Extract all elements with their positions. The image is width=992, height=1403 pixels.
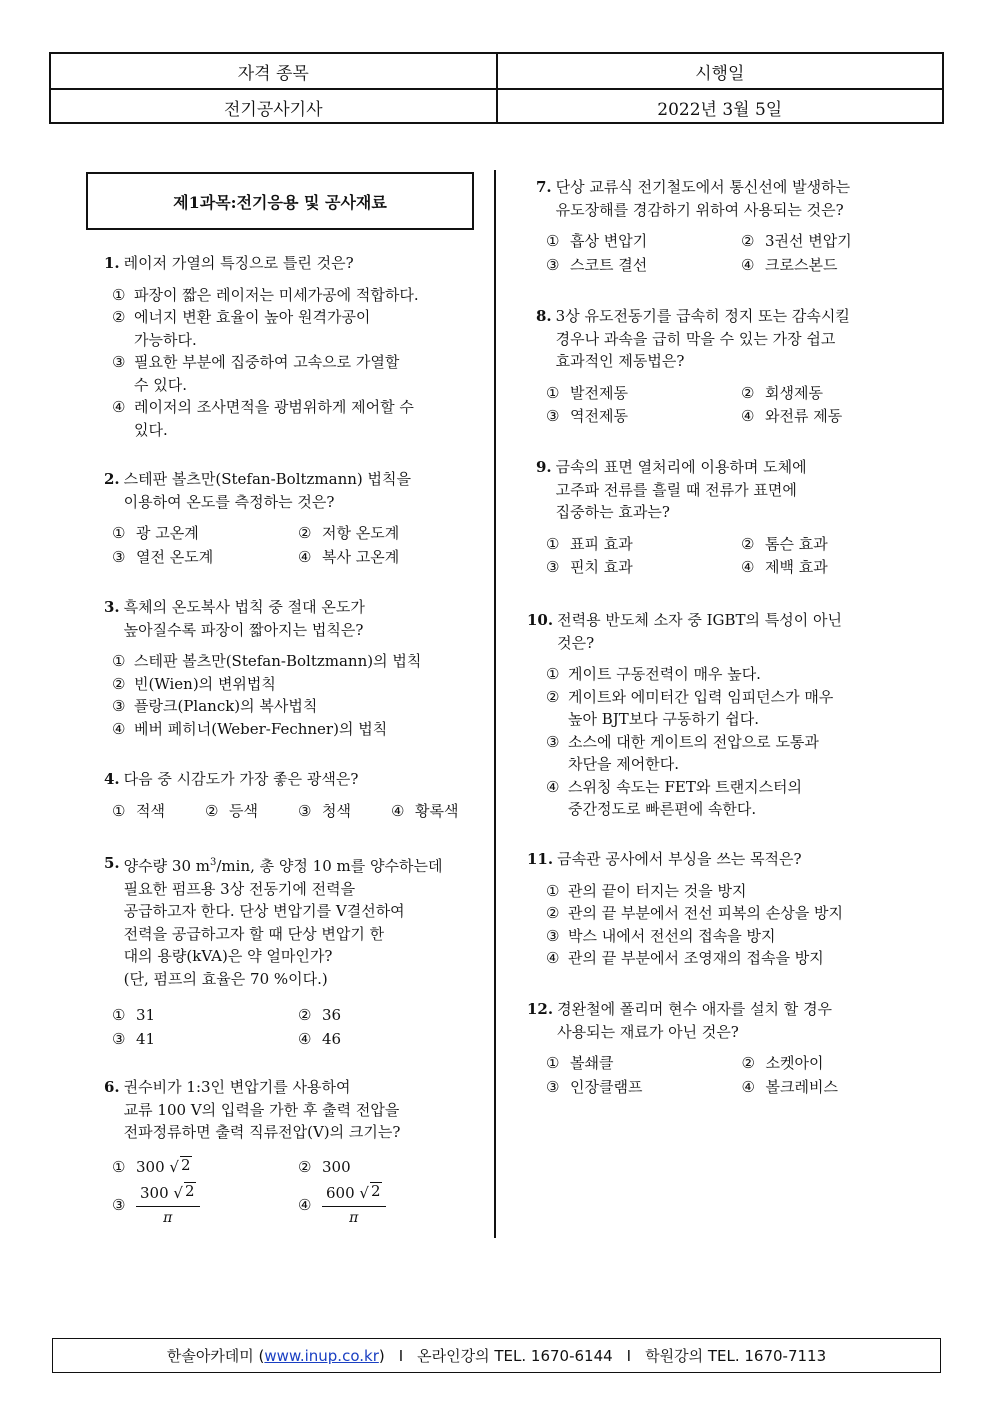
fraction-denominator: π	[163, 1209, 173, 1226]
option-3[interactable]	[546, 925, 937, 948]
question-stem: 스테판 볼츠만(Stefan-Boltzmann) 법칙을 이용하여 온도를 측정하는 것은?	[123, 470, 411, 511]
footer-offline-phone: 학원강의 TEL. 1670-7113	[645, 1347, 827, 1365]
subject-title-box: 제1과목:전기응용 및 공사재료	[86, 172, 474, 230]
option-1[interactable]	[546, 230, 741, 253]
option-mark: ③	[546, 1077, 560, 1096]
column-divider	[494, 170, 496, 1238]
header-date-label: 시행일	[496, 54, 943, 88]
option-1[interactable]	[112, 522, 298, 545]
question-7	[536, 176, 936, 276]
option-4[interactable]	[741, 254, 936, 277]
option-3[interactable]	[546, 254, 741, 277]
option-mark: ②	[205, 801, 219, 820]
option-coef: 300	[136, 1157, 165, 1176]
footer-academy: 한솔아카데미 (	[166, 1347, 265, 1365]
option-2[interactable]	[112, 673, 484, 696]
option-text: 31	[136, 1006, 156, 1024]
footer-bar	[52, 1338, 941, 1373]
option-2[interactable]	[205, 800, 298, 823]
option-text: 역전제동	[570, 407, 628, 425]
option-mark: ③	[112, 1029, 126, 1048]
option-2[interactable]	[298, 522, 484, 545]
option-mark: ②	[741, 232, 755, 250]
option-2[interactable]	[741, 230, 936, 253]
option-mark: ①	[546, 665, 560, 683]
option-text: 청색	[322, 801, 351, 820]
question-10	[527, 609, 937, 821]
question-stem: 레이저 가열의 특징으로 틀린 것은?	[123, 254, 354, 272]
question-12	[527, 998, 937, 1098]
option-text: 황록색	[415, 801, 459, 820]
option-text: 크로스본드	[765, 255, 838, 274]
option-mark: ③	[546, 407, 560, 425]
option-mark: ②	[546, 904, 560, 922]
option-1[interactable]	[112, 284, 484, 307]
option-mark: ③	[112, 353, 126, 371]
question-number: 3.	[104, 598, 120, 616]
option-mark: ②	[741, 534, 755, 553]
option-mark: ①	[546, 881, 560, 900]
question-number: 1.	[104, 254, 120, 272]
option-3[interactable]	[112, 351, 484, 396]
option-4[interactable]	[742, 1076, 938, 1099]
option-text: 300	[322, 1157, 351, 1176]
option-mark: ④	[741, 1077, 755, 1096]
footer-separator: I	[398, 1346, 404, 1365]
question-number: 2.	[104, 470, 120, 488]
question-stem: 단상 교류식 전기철도에서 통신선에 발생하는 유도장해를 경감하기 위하여 사용되는 것은?	[555, 178, 851, 219]
option-mark: ②	[741, 1054, 755, 1072]
question-stem	[124, 852, 443, 990]
option-3[interactable]	[112, 546, 298, 569]
option-mark: ②	[298, 524, 312, 542]
question-stem: 금속관 공사에서 부싱을 쓰는 목적은?	[557, 850, 802, 868]
question-number: 12.	[527, 1000, 554, 1018]
option-mark: ④	[298, 1029, 312, 1048]
option-3[interactable]	[112, 1182, 298, 1229]
question-3	[104, 596, 484, 740]
option-text: 발전제동	[570, 383, 628, 402]
option-2[interactable]	[112, 306, 484, 351]
option-mark: ④	[741, 558, 755, 576]
option-mark: ①	[112, 1006, 126, 1024]
option-4[interactable]	[741, 556, 936, 579]
option-mark: ②	[298, 1157, 312, 1176]
question-6	[104, 1076, 484, 1229]
option-2[interactable]	[298, 1156, 484, 1179]
option-text: 게이트 구동전력이 매우 높다.	[568, 665, 761, 683]
option-1[interactable]	[546, 880, 937, 903]
option-text: 인장클램프	[570, 1077, 643, 1096]
option-mark: ④	[298, 547, 312, 566]
option-mark: ①	[546, 232, 560, 250]
option-mark: ③	[112, 1196, 126, 1215]
option-text: 필요한 부분에 집중하여 고속으로 가열할 수 있다.	[134, 353, 400, 394]
option-math: 300 √ 2	[136, 1156, 192, 1179]
option-text: 관의 끝이 터지는 것을 방지	[568, 881, 747, 900]
option-text: 관의 끝 부분에서 전선 피복의 손상을 방지	[568, 904, 843, 922]
footer-website-link[interactable]: www.inup.co.kr	[264, 1346, 379, 1365]
option-mark: ④	[391, 801, 405, 820]
option-4[interactable]	[546, 776, 937, 821]
option-text: 3권선 변압기	[765, 232, 852, 250]
option-text: 회생제동	[765, 383, 823, 402]
option-mark: ①	[112, 285, 126, 304]
option-2[interactable]	[741, 533, 936, 556]
question-8	[536, 305, 936, 428]
question-number: 8.	[536, 307, 552, 325]
header-row-titles	[51, 54, 942, 88]
option-radicand: 2	[370, 1182, 381, 1200]
question-number: 10.	[527, 611, 554, 629]
option-4[interactable]	[741, 405, 936, 428]
option-coef: 600	[326, 1184, 355, 1202]
option-mark: ④	[546, 949, 560, 967]
option-3[interactable]	[112, 695, 484, 718]
option-4[interactable]	[112, 718, 484, 741]
question-stem: 권수비가 1:3인 변압기를 사용하여 교류 100 V의 입력을 가한 후 출력 전압을 전파정류하면 출력 직류전압(V)의 크기는?	[123, 1078, 401, 1141]
question-number: 4.	[104, 770, 120, 788]
option-text: 베버 페히너(Weber-Fechner)의 법칙	[134, 719, 388, 738]
option-3[interactable]	[546, 405, 741, 428]
stem-superscript: 3	[210, 857, 217, 868]
footer-separator: I	[626, 1346, 632, 1365]
question-9	[536, 456, 936, 579]
option-mark: ④	[741, 255, 755, 274]
option-text: 에너지 변환 효율이 높아 원격가공이 가능하다.	[134, 308, 371, 349]
question-11	[527, 848, 937, 970]
option-mark: ③	[546, 558, 560, 576]
question-number: 5.	[104, 854, 120, 872]
option-2[interactable]	[546, 902, 937, 925]
option-mark: ③	[546, 926, 560, 945]
option-text: 플랑크(Planck)의 복사법칙	[134, 697, 318, 715]
question-stem: 경완철에 폴리머 현수 애자를 설치 할 경우 사용되는 재료가 아닌 것은?	[557, 1000, 833, 1041]
option-1[interactable]	[546, 533, 741, 556]
option-4[interactable]	[298, 546, 484, 569]
option-mark: ②	[546, 687, 560, 706]
option-fraction	[136, 1182, 200, 1229]
question-1	[104, 252, 484, 441]
option-1[interactable]	[112, 1156, 298, 1179]
option-text: 박스 내에서 전선의 접속을 방지	[568, 926, 776, 945]
option-mark: ③	[298, 801, 312, 820]
fraction-numerator: 600 √ 2	[322, 1182, 386, 1207]
header-row-values	[51, 88, 942, 124]
stem-part: /min, 총 양정 10 m를 양수하는데 필요한 펌프용 3상 전동기에 전력을 공급하고자 한다. 단상 변압기를 V결선하여 전력을 공급하고자 할 때 단상 변압기 한 대의 용량(kVA)은 약 얼마인가? (단, 펌프의 효율은 70 %이다.)	[123, 857, 443, 988]
option-text: 빈(Wien)의 변위법칙	[134, 674, 276, 693]
option-text: 표피 효과	[570, 534, 633, 553]
option-text: 저항 온도계	[322, 524, 400, 542]
option-radicand: 2	[180, 1155, 191, 1174]
fraction-denominator: π	[349, 1209, 359, 1226]
option-text: 36	[322, 1006, 342, 1024]
option-mark: ①	[112, 652, 126, 670]
option-mark: ③	[112, 697, 126, 715]
question-stem: 금속의 표면 열처리에 이용하며 도체에 고주파 전류를 흘릴 때 전류가 표면에 집중하는 효과는?	[555, 458, 807, 521]
question-stem: 전력용 반도체 소자 중 IGBT의 특성이 아닌 것은?	[557, 611, 843, 652]
option-1[interactable]	[546, 382, 741, 405]
option-1[interactable]	[112, 800, 205, 823]
question-stem: 다음 중 시감도가 가장 좋은 광색은?	[123, 770, 359, 788]
question-4	[104, 768, 484, 822]
option-1[interactable]	[112, 650, 484, 673]
option-text: 게이트와 에미터간 입력 임피던스가 매우 높아 BJT보다 구동하기 쉽다.	[568, 687, 834, 728]
option-mark: ④	[112, 719, 126, 738]
option-text: 톰슨 효과	[765, 534, 828, 553]
option-mark: ④	[546, 777, 560, 796]
question-stem: 흑체의 온도복사 법칙 중 절대 온도가 높아질수록 파장이 짧아지는 법칙은?	[123, 598, 365, 639]
option-text: 스코트 결선	[570, 255, 648, 274]
option-mark: ④	[298, 1196, 312, 1215]
option-mark: ②	[741, 383, 755, 402]
option-mark: ③	[112, 547, 126, 566]
option-2[interactable]	[741, 382, 936, 405]
question-number: 11.	[527, 850, 554, 868]
option-3[interactable]	[546, 556, 741, 579]
question-stem: 3상 유도전동기를 급속히 정지 또는 감속시킬 경우나 과속을 급히 막을 수 있는 가장 쉽고 효과적인 제동법은?	[555, 307, 850, 370]
exam-header-table	[49, 52, 944, 124]
option-text: 볼쇄클	[570, 1054, 614, 1072]
option-text: 소켓아이	[765, 1054, 824, 1072]
question-number: 9.	[536, 458, 552, 476]
option-4[interactable]	[298, 1182, 484, 1229]
option-text: 흡상 변압기	[570, 232, 648, 250]
option-text: 파장이 짧은 레이저는 미세가공에 적합하다.	[134, 285, 419, 304]
option-text: 제백 효과	[765, 558, 828, 576]
option-4[interactable]	[112, 396, 484, 441]
option-fraction	[322, 1182, 386, 1229]
question-number: 6.	[104, 1078, 120, 1096]
fraction-numerator: 300 √ 2	[136, 1182, 200, 1207]
option-mark: ①	[546, 534, 560, 553]
option-text: 와전류 제동	[765, 407, 843, 425]
header-qualification-value: 전기공사기사	[223, 99, 323, 120]
option-4[interactable]	[546, 947, 937, 970]
option-2[interactable]	[546, 686, 937, 731]
option-mark: ②	[298, 1006, 312, 1024]
option-text: 열전 온도계	[136, 547, 214, 566]
option-text: 관의 끝 부분에서 조영재의 접속을 방지	[568, 949, 824, 967]
option-text: 46	[322, 1029, 342, 1048]
option-4[interactable]	[298, 1028, 484, 1051]
option-text: 적색	[136, 801, 165, 820]
option-text: 볼크레비스	[765, 1077, 838, 1096]
option-radicand: 2	[184, 1182, 195, 1200]
option-mark: ①	[112, 1157, 126, 1176]
option-text: 소스에 대한 게이트의 전압으로 도통과 차단을 제어한다.	[568, 732, 819, 773]
option-text: 41	[136, 1029, 156, 1048]
option-mark: ②	[112, 674, 126, 693]
option-mark: ①	[546, 1054, 560, 1072]
stem-part: 양수량 30 m	[123, 857, 210, 875]
option-mark: ①	[546, 383, 560, 402]
option-coef: 300	[140, 1184, 169, 1202]
option-2[interactable]	[298, 1004, 484, 1027]
option-mark: ④	[741, 407, 755, 425]
option-text: 복사 고온계	[322, 547, 400, 566]
option-text: 등색	[229, 801, 258, 820]
option-text: 핀치 효과	[570, 558, 633, 576]
option-4[interactable]	[391, 800, 484, 823]
option-2[interactable]	[742, 1052, 938, 1075]
option-text: 스위칭 속도는 FET와 트랜지스터의 중간정도로 빠른편에 속한다.	[568, 777, 803, 818]
option-1[interactable]	[546, 663, 937, 686]
question-5	[104, 852, 484, 1050]
header-qualification-label: 자격 종목	[237, 63, 309, 84]
option-mark: ②	[112, 308, 126, 326]
footer-online-phone: 온라인강의 TEL. 1670-6144	[417, 1347, 613, 1365]
question-number: 7.	[536, 178, 552, 196]
option-3[interactable]	[546, 1076, 742, 1099]
option-text: 광 고온계	[136, 524, 199, 542]
option-3[interactable]	[546, 731, 937, 776]
option-1[interactable]	[112, 1004, 298, 1027]
header-date-value: 2022년 3월 5일	[496, 90, 943, 124]
option-mark: ①	[112, 524, 126, 542]
option-mark: ④	[112, 398, 126, 416]
footer-academy-close: )	[378, 1346, 385, 1365]
option-3[interactable]	[112, 1028, 298, 1051]
question-2	[104, 468, 484, 568]
option-text: 스테판 볼츠만(Stefan-Boltzmann)의 법칙	[134, 652, 422, 670]
option-mark: ①	[112, 801, 126, 820]
option-mark: ③	[546, 732, 560, 751]
option-1[interactable]	[546, 1052, 742, 1075]
option-mark: ③	[546, 255, 560, 274]
option-3[interactable]	[298, 800, 391, 823]
option-text: 레이저의 조사면적을 광범위하게 제어할 수 있다.	[134, 398, 414, 439]
